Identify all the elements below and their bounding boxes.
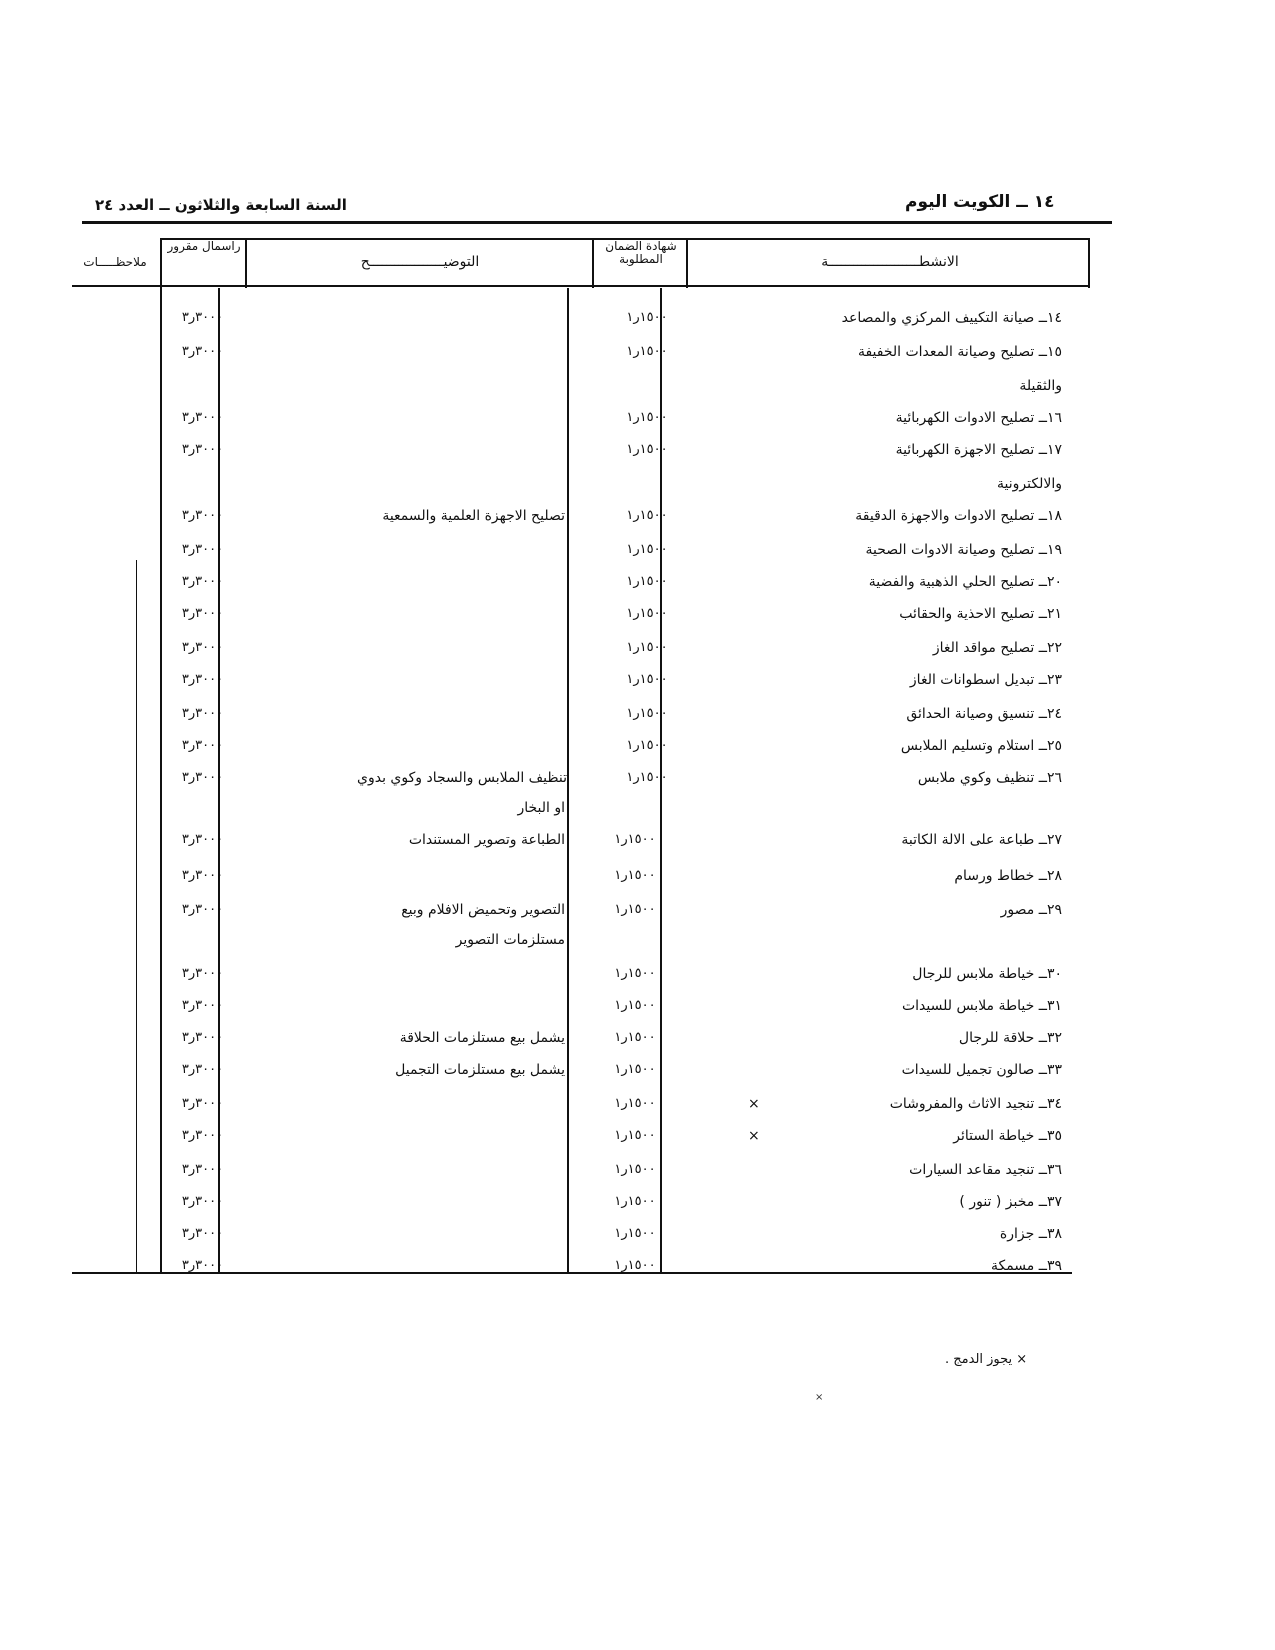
- certificate-cell: ١٥٠٠ر١: [626, 344, 668, 359]
- activity-cell: ٢٣ــ تبديل اسطوانات الغاز: [909, 672, 1062, 688]
- activity-cell: ٣٣ــ صالون تجميل للسيدات: [901, 1062, 1062, 1078]
- certificate-cell: ١٥٠٠ر١: [626, 410, 668, 425]
- capital-cell: ٣٠٠٠ر٣: [181, 706, 224, 721]
- activity-cell: ٢١ــ تصليح الاحذية والحقائب: [899, 606, 1062, 622]
- description-cell: يشمل بيع مستلزمات التجميل: [395, 1062, 565, 1078]
- description-cell: تصليح الاجهزة العلمية والسمعية: [382, 508, 565, 524]
- scan-mark: ×: [815, 1392, 824, 1403]
- activity-cell: ٣٥ــ خياطة الستائر: [953, 1128, 1062, 1144]
- certificate-cell: ١٥٠٠ر١: [614, 832, 656, 847]
- activity-cell: والالكترونية: [997, 476, 1062, 492]
- activity-cell: ١٨ــ تصليح الادوات والاجهزة الدقيقة: [855, 508, 1062, 524]
- capital-cell: ٣٠٠٠ر٣: [181, 1128, 224, 1143]
- certificate-cell: ١٥٠٠ر١: [614, 966, 656, 981]
- capital-cell: ٣٠٠٠ر٣: [181, 310, 224, 325]
- activity-cell: ٢٠ــ تصليح الحلي الذهبية والفضية: [868, 574, 1062, 590]
- activity-cell: ١٧ــ تصليح الاجهزة الكهربائية: [895, 442, 1062, 458]
- col-divider-desc: [245, 238, 247, 288]
- col-divider-activity: [686, 238, 688, 288]
- col-divider-notes: [136, 560, 137, 1273]
- activity-cell: ٢٥ــ استلام وتسليم الملابس: [900, 738, 1062, 754]
- certificate-cell: ١٥٠٠ر١: [626, 508, 668, 523]
- capital-cell: ٣٠٠٠ر٣: [181, 902, 224, 917]
- certificate-cell: ١٥٠٠ر١: [614, 1096, 656, 1111]
- certificate-cell: ١٥٠٠ر١: [614, 1162, 656, 1177]
- capital-cell: ٣٠٠٠ر٣: [181, 410, 224, 425]
- certificate-cell: ١٥٠٠ر١: [626, 640, 668, 655]
- capital-cell: ٣٠٠٠ر٣: [181, 770, 224, 785]
- activity-cell: والثقيلة: [1019, 378, 1062, 394]
- description-cell: او البخار: [517, 800, 565, 816]
- certificate-cell: ١٥٠٠ر١: [626, 672, 668, 687]
- activity-cell: ٢٤ــ تنسيق وصيانة الحدائق: [906, 706, 1062, 722]
- certificate-cell: ١٥٠٠ر١: [614, 868, 656, 883]
- col-header-notes: ملاحظـــــات: [83, 255, 147, 269]
- activity-cell: ٣٨ــ جزارة: [999, 1226, 1062, 1242]
- activity-cell: ١٤ــ صيانة التكييف المركزي والمصاعد: [841, 310, 1062, 326]
- certificate-cell: ١٥٠٠ر١: [614, 1226, 656, 1241]
- activity-cell: ٣٦ــ تنجيد مقاعد السيارات: [909, 1162, 1062, 1178]
- capital-cell: ٣٠٠٠ر٣: [181, 868, 224, 883]
- col-header-capital: راسمال مقرور: [167, 239, 241, 253]
- col-header-certificate: شهادة الضمان المطلوبة: [605, 239, 677, 266]
- capital-cell: ٣٠٠٠ر٣: [181, 1194, 224, 1209]
- capital-cell: ٣٠٠٠ر٣: [181, 1226, 224, 1241]
- activity-cell: ١٩ــ تصليح وصيانة الادوات الصحية: [865, 542, 1062, 558]
- activity-cell: ٢٩ــ مصور: [1000, 902, 1062, 918]
- capital-cell: ٣٠٠٠ر٣: [181, 672, 224, 687]
- certificate-cell: ١٥٠٠ر١: [614, 998, 656, 1013]
- capital-cell: ٣٠٠٠ر٣: [181, 640, 224, 655]
- description-cell: الطباعة وتصوير المستندات: [408, 832, 565, 848]
- col-header-description: التوضيــــــــــــــــــح: [360, 254, 480, 270]
- certificate-cell: ١٥٠٠ر١: [626, 442, 668, 457]
- certificate-cell: ١٥٠٠ر١: [626, 542, 668, 557]
- activity-cell: ٢٦ــ تنظيف وكوي ملابس: [917, 770, 1062, 786]
- header-rule: [82, 221, 1112, 224]
- header-page-title: ١٤ ــ الكويت اليوم: [905, 192, 1055, 212]
- capital-cell: ٣٠٠٠ر٣: [181, 966, 224, 981]
- certificate-cell: ١٥٠٠ر١: [626, 738, 668, 753]
- certificate-cell: ١٥٠٠ر١: [626, 770, 668, 785]
- certificate-cell: ١٥٠٠ر١: [614, 1128, 656, 1143]
- merge-mark: ×: [748, 1128, 760, 1144]
- capital-cell: ٣٠٠٠ر٣: [181, 1030, 224, 1045]
- capital-cell: ٣٠٠٠ر٣: [181, 574, 224, 589]
- activity-cell: ٣٤ــ تنجيد الاثاث والمفروشات: [889, 1096, 1062, 1112]
- activity-cell: ٣٢ــ حلاقة للرجال: [958, 1030, 1062, 1046]
- description-cell: تنظيف الملابس والسجاد وكوي بدوي: [357, 770, 567, 786]
- activity-cell: ٣٠ــ خياطة ملابس للرجال: [912, 966, 1062, 982]
- description-cell: التصوير وتحميض الافلام وبيع: [401, 902, 565, 918]
- certificate-cell: ١٥٠٠ر١: [614, 1194, 656, 1209]
- col-divider-cert: [592, 238, 594, 288]
- activity-cell: ٢٨ــ خطاط ورسام: [954, 868, 1062, 884]
- certificate-cell: ١٥٠٠ر١: [626, 310, 668, 325]
- capital-cell: ٣٠٠٠ر٣: [181, 1162, 224, 1177]
- col-divider-capital: [160, 238, 162, 1273]
- activity-cell: ٣١ــ خياطة ملابس للسيدات: [901, 998, 1062, 1014]
- table-header-rule: [72, 285, 1090, 287]
- footnote: × يجوز الدمج .: [945, 1352, 1028, 1367]
- activity-cell: ٣٧ــ مخبز ( تنور ): [959, 1194, 1062, 1210]
- activity-cell: ٢٧ــ طباعة على الالة الكاتبة: [901, 832, 1062, 848]
- capital-cell: ٣٠٠٠ر٣: [181, 508, 224, 523]
- capital-cell: ٣٠٠٠ر٣: [181, 542, 224, 557]
- activity-cell: ٢٢ــ تصليح مواقد الغاز: [932, 640, 1062, 656]
- capital-cell: ٣٠٠٠ر٣: [181, 1258, 224, 1273]
- activity-cell: ١٥ــ تصليح وصيانة المعدات الخفيفة: [857, 344, 1062, 360]
- activity-cell: ٣٩ــ مسمكة: [990, 1258, 1062, 1274]
- description-cell: مستلزمات التصوير: [455, 932, 565, 948]
- merge-mark: ×: [748, 1096, 760, 1112]
- col-divider-cert-body: [567, 288, 569, 1273]
- capital-cell: ٣٠٠٠ر٣: [181, 738, 224, 753]
- capital-cell: ٣٠٠٠ر٣: [181, 1096, 224, 1111]
- capital-cell: ٣٠٠٠ر٣: [181, 442, 224, 457]
- capital-cell: ٣٠٠٠ر٣: [181, 832, 224, 847]
- certificate-cell: ١٥٠٠ر١: [626, 606, 668, 621]
- capital-cell: ٣٠٠٠ر٣: [181, 606, 224, 621]
- certificate-cell: ١٥٠٠ر١: [614, 1258, 656, 1273]
- col-header-activities: الانشطــــــــــــــــــــــة: [821, 254, 959, 270]
- capital-cell: ٣٠٠٠ر٣: [181, 344, 224, 359]
- certificate-cell: ١٥٠٠ر١: [626, 706, 668, 721]
- header-issue: السنة السابعة والثلاثون ــ العدد ٢٤: [95, 196, 347, 214]
- table-right-border: [1088, 238, 1090, 288]
- certificate-cell: ١٥٠٠ر١: [614, 1062, 656, 1077]
- activity-cell: ١٦ــ تصليح الادوات الكهربائية: [895, 410, 1062, 426]
- capital-cell: ٣٠٠٠ر٣: [181, 998, 224, 1013]
- description-cell: يشمل بيع مستلزمات الحلاقة: [399, 1030, 565, 1046]
- capital-cell: ٣٠٠٠ر٣: [181, 1062, 224, 1077]
- certificate-cell: ١٥٠٠ر١: [614, 902, 656, 917]
- certificate-cell: ١٥٠٠ر١: [626, 574, 668, 589]
- certificate-cell: ١٥٠٠ر١: [614, 1030, 656, 1045]
